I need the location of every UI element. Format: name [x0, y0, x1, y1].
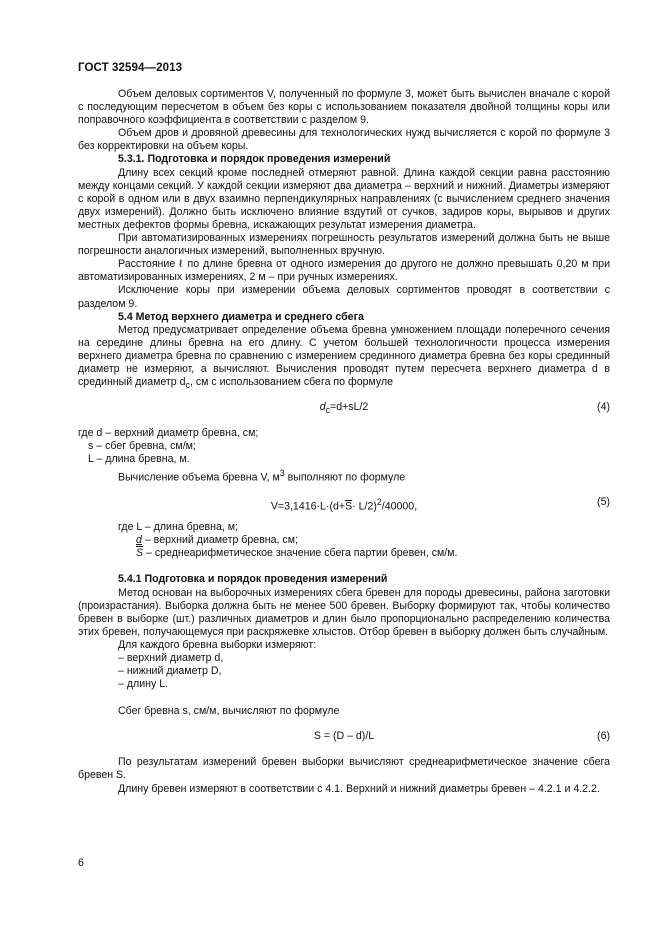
formula-number: (6) [597, 730, 610, 743]
where-line: L – длина бревна, м. [88, 453, 190, 466]
subscript: c [325, 405, 331, 416]
formula-number: (4) [597, 401, 610, 414]
formula-5 [78, 496, 610, 513]
paragraph: По результатам измерений бревен выборки вычисляют среднеарифметическое значение сбега бревен S. [78, 756, 610, 782]
section-heading-5-4: 5.4 Метод верхнего диаметра и среднего сбега [118, 310, 364, 323]
where-line: где L – длина бревна, м; [118, 521, 238, 534]
paragraph: Объем деловых сортиментов V, полученный по формуле 3, может быть вычислен вначале с корой с последующим пересчетом в объем без коры с использованием показателя двойной толщины коры или поправочного коэффициента в соответствии с разделом 9. [78, 88, 610, 127]
subscript: c [185, 380, 190, 391]
document-body [78, 88, 610, 796]
where-line [78, 534, 610, 547]
where-line [78, 547, 610, 560]
document-header: ГОСТ 32594—2013 [78, 62, 183, 74]
paragraph-text: , см с использованием сбега по формуле [189, 376, 394, 389]
formula-lhs: d [319, 401, 326, 414]
formula-number: (5) [597, 496, 610, 509]
paragraph: При автоматизированных измерениях погрешность результатов измерений должна быть не выше погрешности аналогичных измерений, выполненных вручную. [78, 232, 610, 258]
paragraph: Расстояние ℓ по длине бревна от одного измерения до другого не должно превышать 0,20 м при автоматизированных измерениях, 2 м – при ручных измерениях. [78, 258, 610, 284]
paragraph: Исключение коры при измерении объема деловых сортиментов проводят в соответствии с разделом 9. [78, 284, 610, 310]
superscript: 2 [376, 497, 382, 508]
paragraph: Метод основан на выборочных измерениях сбега бревен для породы древесины, района заготовки (произрастания). Выборка должна быть не менее 500 бревен. Выборку формируют так, чтобы количество бревен в выборке (шт.) различных диаметров и длин было пропорционально распределению количества этих бревен, получающемуся при раскряжевке хлыстов. Отбор бревен в выборку должен быть случайным. [78, 586, 610, 638]
where-line: где d – верхний диаметр бревна, см; [78, 427, 259, 440]
formula-expression [78, 401, 610, 417]
formula-part: /40000, [381, 500, 418, 513]
paragraph: Для каждого бревна выборки измеряют: [118, 638, 317, 651]
list-item: – длину L. [118, 678, 169, 691]
symbol: $\overline{S}$ [136, 547, 144, 560]
formula-rhs: =d+sL/2 [330, 401, 369, 414]
formula-part: V=3,1416·L·(d+ [270, 500, 346, 513]
formula-part: $\overline{S}$ [345, 500, 353, 513]
page-number: 6 [78, 857, 84, 869]
paragraph: Объем дров и дровяной древесины для технологических нужд вычисляется с корой по формуле 3 без корректировки на объем коры. [78, 127, 610, 153]
paragraph [78, 324, 610, 393]
paragraph: Сбег бревна s, см/м, вычисляют по формуле [118, 705, 340, 718]
where-text: – верхний диаметр бревна, см; [141, 534, 298, 547]
paragraph: Длину бревен измеряют в соответствии с 4.1. Верхний и нижний диаметры бревен – 4.2.1 и 4.2.2. [118, 782, 600, 795]
paragraph [78, 467, 610, 485]
where-text: – среднеарифметическое значение сбега партии бревен, см/м. [143, 547, 458, 560]
paragraph-text: Метод предусматривает определение объема бревна умножением площади поперечного сечения на середине длины бревна на его длину. С учетом большей технологичности процесса измерения верхнего диаметра бревна по сравнению с измерением срединного диаметра бревна без коры срединный диаметр не измеряют, а вычисляют. Вычисления проводят путем пересчета верхнего диаметра d в срединный диаметр d [78, 323, 610, 389]
paragraph-text: Вычисление объема бревна V, м [118, 471, 280, 484]
paragraph-text: выполняют по формуле [284, 471, 406, 484]
formula-6 [78, 730, 610, 743]
formula-4 [78, 401, 610, 414]
paragraph: Длину всех секций кроме последней отмеряют равной. Длина каждой секции равна расстоянию между концами секций. У каждой секции измеряют два диаметра – верхний и нижний. Диаметры измеряют с корой в одном или в двух взаимно перпендикулярных направлениях (с вычислением среднего значения двух измерений). Должно быть исключено влияние вздутий от сучков, задиров коры, вырывов и других местных дефектов формы бревна, искажающих результат измерения диаметра. [78, 166, 610, 231]
list-item: – верхний диаметр d, [118, 652, 224, 665]
list-item: – нижний диаметр D, [118, 665, 222, 678]
section-heading-5-3-1: 5.3.1. Подготовка и порядок проведения измерений [118, 153, 391, 166]
symbol: d [136, 534, 142, 547]
superscript: 3 [279, 467, 285, 478]
section-heading-5-4-1: 5.4.1 Подготовка и порядок проведения измерений [118, 573, 388, 586]
formula-expression: S = (D – d)/L [313, 730, 375, 743]
formula-expression [78, 496, 610, 514]
where-line: s – сбег бревна, см/м; [88, 440, 196, 453]
formula-part: · L/2) [352, 500, 377, 513]
